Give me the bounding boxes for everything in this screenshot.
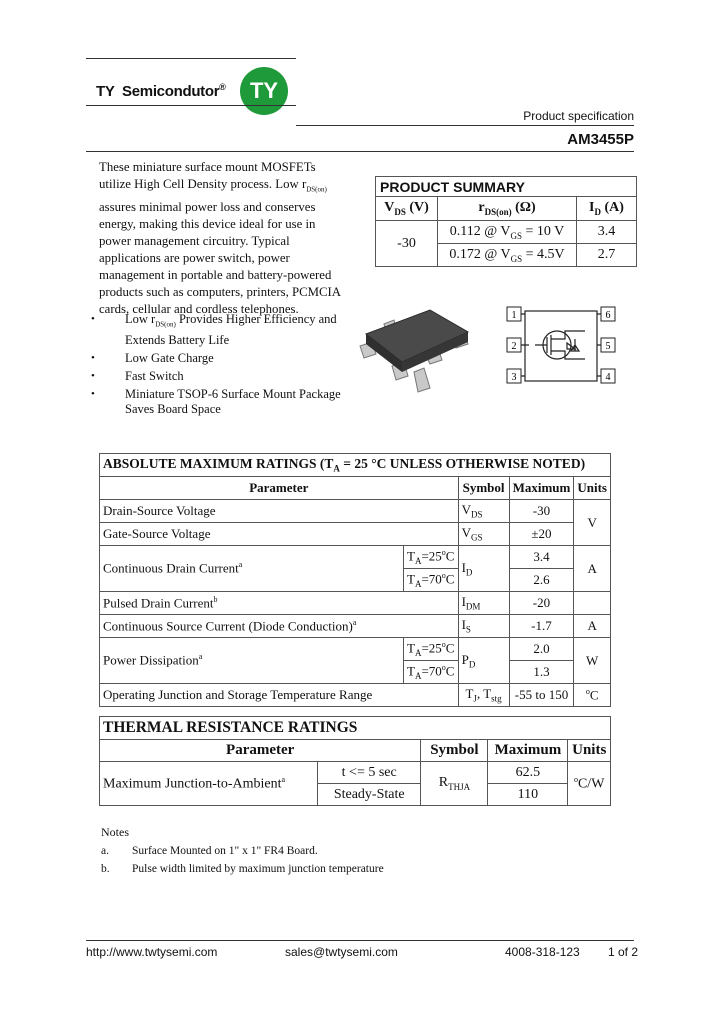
feature-text: Saves Board Space: [125, 401, 221, 416]
pin-label: 5: [605, 341, 611, 352]
thermal-h-units: Units: [568, 740, 611, 762]
feature-item: • Low Gate Charge: [91, 351, 351, 366]
abs-max-condition: $T_A=25^oC$: [404, 638, 459, 661]
feature-text: Provides Higher Efficiency and: [175, 312, 337, 326]
abs-max-h-symbol: Symbol: [458, 477, 509, 500]
header-rule-main: [296, 125, 634, 126]
abs-max-title: ABSOLUTE MAXIMUM RATINGS ($T_A = 25$ °C UNLESS OTHERWISE NOTED): [100, 454, 611, 477]
company-name-text: TY Semicondutor: [96, 83, 220, 100]
abs-max-unit: A: [574, 546, 611, 592]
intro-line: assures minimal power loss and conserves: [99, 199, 316, 214]
abs-max-value: 3.4: [509, 546, 574, 569]
header-rule-company: [86, 105, 296, 106]
abs-max-h-param: Parameter: [100, 477, 459, 500]
intro-line: products such as computers, printers, PCMCIA: [99, 284, 342, 299]
abs-max-condition: $T_A=70^oC$: [404, 569, 459, 592]
abs-max-condition: $T_A=70^oC$: [404, 661, 459, 684]
note-a-text: Surface Mounted on 1" x 1" FR4 Board.: [132, 845, 318, 857]
registered-mark: ®: [219, 82, 226, 92]
product-summary-title: PRODUCT SUMMARY: [376, 177, 637, 197]
abs-max-param: Drain-Source Voltage: [100, 500, 459, 523]
abs-max-h-units: Units: [574, 477, 611, 500]
pin-label: 2: [511, 341, 517, 352]
notes-title: Notes: [101, 825, 129, 839]
ps-vds-value: -30: [376, 221, 438, 267]
abs-max-value: -1.7: [509, 615, 574, 638]
note-b-label: b.: [101, 863, 110, 875]
abs-max-value: ±20: [509, 523, 574, 546]
abs-max-symbol: $I_D$: [458, 546, 509, 592]
feature-item: [91, 387, 351, 417]
package-image: [352, 296, 478, 402]
feature-item: [91, 312, 351, 348]
intro-text: utilize High Cell Density process. Low r: [99, 177, 307, 191]
feature-text: Low r: [125, 312, 156, 326]
mosfet-symbol: [521, 311, 601, 381]
intro-paragraph: [99, 159, 369, 318]
intro-line: energy, making this device ideal for use in: [99, 216, 316, 231]
abs-max-unit-empty: [574, 592, 611, 615]
abs-max-value: 2.6: [509, 569, 574, 592]
intro-line: applications are power switch, power: [99, 250, 290, 265]
abs-max-param: Gate-Source Voltage: [100, 523, 459, 546]
thermal-param: Maximum Junction-to-Ambient$^a$: [100, 762, 318, 806]
pin-label: 1: [511, 310, 517, 321]
intro-line: cards, cellular and cordless telephones.: [99, 301, 299, 316]
header-rule-top: [86, 58, 296, 59]
abs-max-param: Continuous Drain Current$^a$: [100, 546, 404, 592]
abs-max-h-max: Maximum: [509, 477, 574, 500]
abs-max-value: 1.3: [509, 661, 574, 684]
thermal-table: [99, 716, 611, 806]
abs-max-unit: V: [574, 500, 611, 546]
pin-label: 4: [605, 372, 611, 383]
ps-rds-value: 0.112 @ $V_{GS} = 10$ V: [438, 221, 577, 244]
thermal-symbol: $R_{THJA}$: [421, 762, 488, 806]
abs-max-symbol: $T_J$, $T_{stg}$: [458, 684, 509, 707]
thermal-condition: t <= 5 sec: [318, 762, 421, 784]
spec-label: Product specification: [523, 109, 634, 123]
abs-max-param: Continuous Source Current (Diode Conduction)$^a$: [100, 615, 459, 638]
abs-max-symbol: $I_{DM}$: [458, 592, 509, 615]
intro-sub: DS(on): [306, 185, 327, 194]
footer-phone: 4008-318-123: [505, 945, 580, 959]
footer-email[interactable]: sales@twtysemi.com: [285, 945, 398, 959]
feature-sub: DS(on): [155, 320, 176, 329]
ps-col-vds: $V_{DS}$ (V): [376, 197, 438, 221]
abs-max-table: [99, 453, 611, 707]
abs-max-value: -20: [509, 592, 574, 615]
thermal-value: 62.5: [488, 762, 568, 784]
abs-max-value: -55 to 150: [509, 684, 574, 707]
ps-id-value: 3.4: [577, 221, 637, 244]
header-rule-bottom: [86, 151, 634, 152]
ps-col-id: $I_D$ (A): [577, 197, 637, 221]
abs-max-unit: A: [574, 615, 611, 638]
abs-max-unit: $^o$C: [574, 684, 611, 707]
abs-max-param: Pulsed Drain Current$^b$: [100, 592, 459, 615]
intro-line: These miniature surface mount MOSFETs: [99, 160, 316, 174]
abs-max-symbol: $I_S$: [458, 615, 509, 638]
thermal-h-param: Parameter: [100, 740, 421, 762]
intro-line: management in portable and battery-powered: [99, 267, 332, 282]
footer-rule: [86, 940, 634, 941]
ps-col-rds: $r_{DS(on)}$ (Ω): [438, 197, 577, 221]
abs-max-symbol: $P_D$: [458, 638, 509, 684]
part-number: AM3455P: [567, 131, 634, 148]
thermal-h-symbol: Symbol: [421, 740, 488, 762]
feature-text: Miniature TSOP-6 Surface Mount Package: [125, 386, 341, 401]
ps-rds-value: 0.172 @ $V_{GS} = 4.5V$: [438, 244, 577, 267]
logo-text: TY: [249, 78, 279, 103]
thermal-value: 110: [488, 784, 568, 806]
thermal-condition: Steady-State: [318, 784, 421, 806]
abs-max-param: Operating Junction and Storage Temperature Range: [100, 684, 459, 707]
thermal-h-max: Maximum: [488, 740, 568, 762]
abs-max-param: Power Dissipation$^a$: [100, 638, 404, 684]
abs-max-value: 2.0: [509, 638, 574, 661]
abs-max-symbol: $V_{GS}$: [458, 523, 509, 546]
product-summary-table: [375, 176, 637, 267]
abs-max-unit: W: [574, 638, 611, 684]
intro-line: power management circuitry. Typical: [99, 233, 290, 248]
feature-text: Extends Battery Life: [125, 332, 230, 347]
pin-label: 6: [605, 310, 611, 321]
thermal-title: THERMAL RESISTANCE RATINGS: [100, 717, 611, 740]
footer-url[interactable]: http://www.twtysemi.com: [86, 945, 218, 959]
abs-max-symbol: $V_{DS}$: [458, 500, 509, 523]
abs-max-condition: $T_A=25^oC$: [404, 546, 459, 569]
pinout-diagram: [505, 305, 617, 387]
pin-label: 3: [511, 372, 517, 383]
ps-id-value: 2.7: [577, 244, 637, 267]
feature-list: [91, 312, 351, 420]
note-a-label: a.: [101, 845, 109, 857]
abs-max-value: -30: [509, 500, 574, 523]
footer-page: 1 of 2: [608, 945, 639, 959]
company-name: [96, 82, 226, 100]
thermal-unit: $^o$C/W: [568, 762, 611, 806]
intro-line: [99, 176, 369, 199]
note-b-text: Pulse width limited by maximum junction temperature: [132, 863, 384, 875]
feature-item: • Fast Switch: [91, 369, 351, 384]
company-logo: [240, 67, 288, 115]
